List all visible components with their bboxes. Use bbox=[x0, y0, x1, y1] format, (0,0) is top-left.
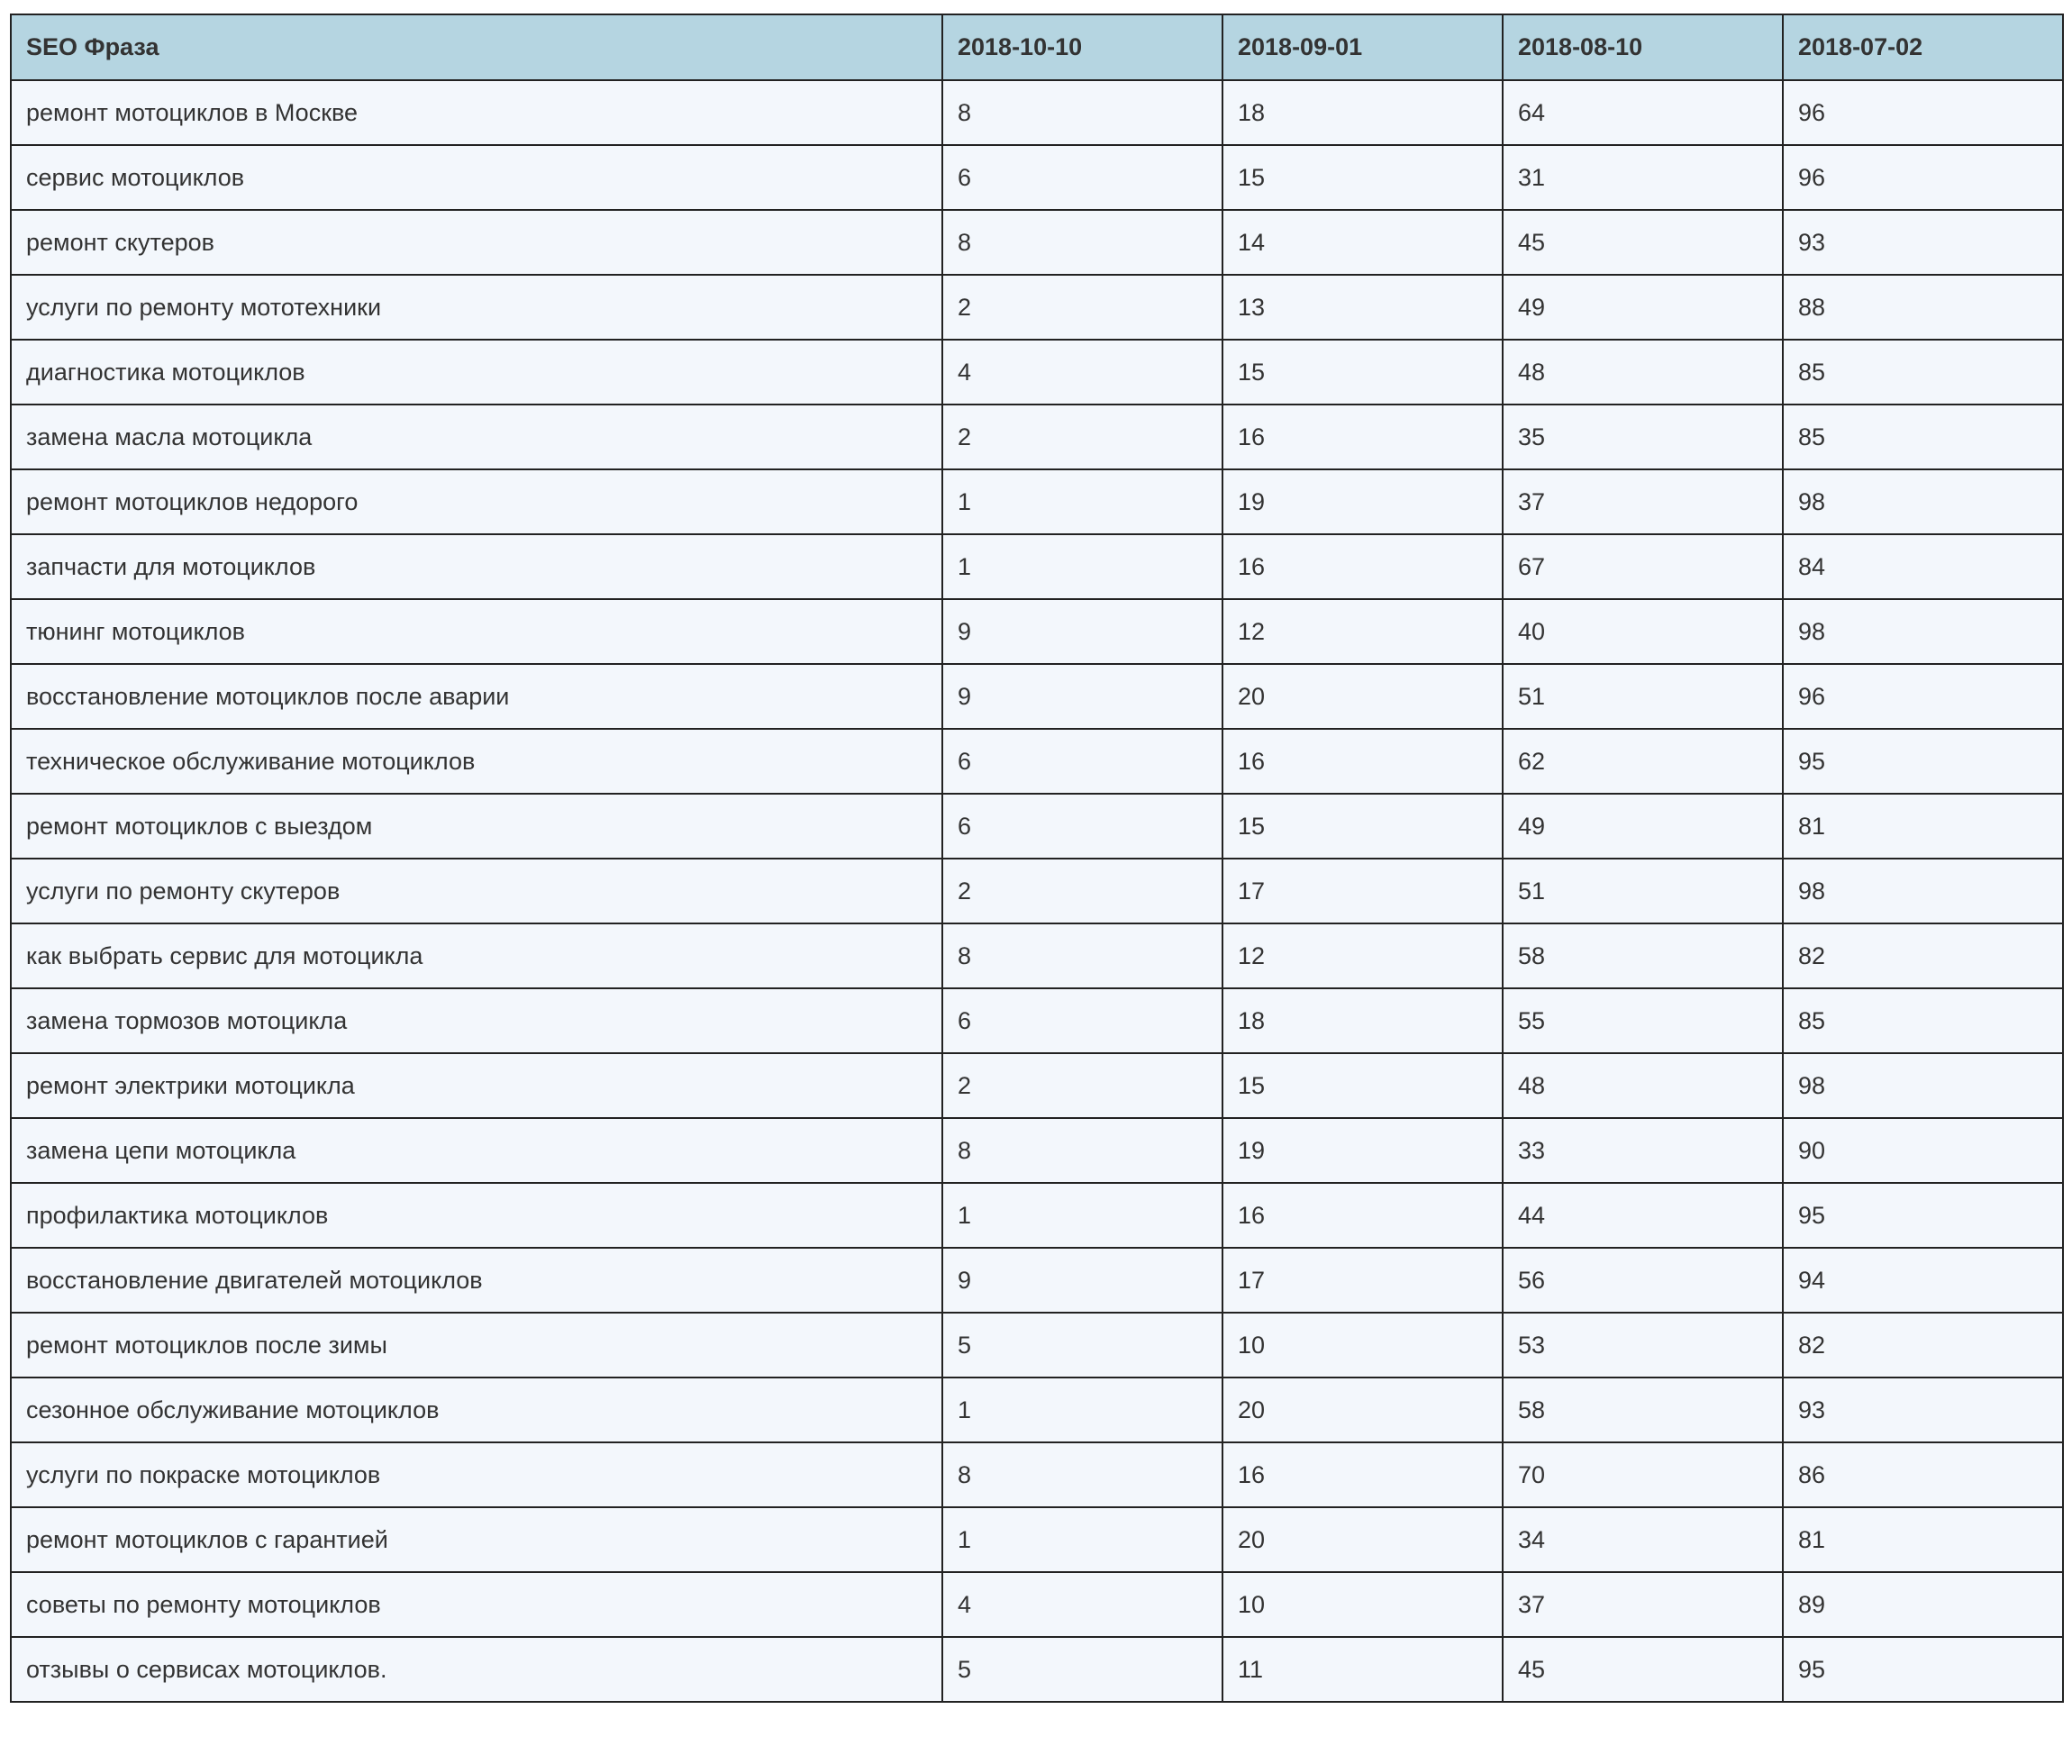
cell-date-4: 93 bbox=[1783, 1378, 2063, 1442]
cell-date-3: 31 bbox=[1503, 145, 1783, 210]
cell-seo-phrase: восстановление двигателей мотоциклов bbox=[11, 1248, 942, 1313]
cell-date-2: 13 bbox=[1222, 275, 1503, 340]
cell-date-4: 95 bbox=[1783, 729, 2063, 794]
cell-date-3: 49 bbox=[1503, 275, 1783, 340]
cell-date-2: 12 bbox=[1222, 599, 1503, 664]
table-row bbox=[11, 1313, 2063, 1378]
cell-date-2: 18 bbox=[1222, 988, 1503, 1053]
cell-seo-phrase: советы по ремонту мотоциклов bbox=[11, 1572, 942, 1637]
cell-date-1: 1 bbox=[942, 1378, 1222, 1442]
cell-date-2: 18 bbox=[1222, 80, 1503, 145]
cell-date-2: 17 bbox=[1222, 859, 1503, 923]
cell-date-3: 64 bbox=[1503, 80, 1783, 145]
header-row bbox=[11, 14, 2063, 80]
cell-date-1: 5 bbox=[942, 1637, 1222, 1702]
header-date-2: 2018-09-01 bbox=[1222, 14, 1503, 80]
cell-date-1: 8 bbox=[942, 1118, 1222, 1183]
table-row bbox=[11, 988, 2063, 1053]
cell-date-2: 20 bbox=[1222, 1378, 1503, 1442]
cell-seo-phrase: услуги по ремонту мототехники bbox=[11, 275, 942, 340]
cell-date-4: 94 bbox=[1783, 1248, 2063, 1313]
cell-date-4: 96 bbox=[1783, 664, 2063, 729]
cell-date-1: 6 bbox=[942, 729, 1222, 794]
cell-date-4: 96 bbox=[1783, 80, 2063, 145]
cell-seo-phrase: техническое обслуживание мотоциклов bbox=[11, 729, 942, 794]
table-row bbox=[11, 1248, 2063, 1313]
cell-date-2: 16 bbox=[1222, 729, 1503, 794]
cell-date-4: 93 bbox=[1783, 210, 2063, 275]
cell-seo-phrase: профилактика мотоциклов bbox=[11, 1183, 942, 1248]
cell-date-3: 51 bbox=[1503, 664, 1783, 729]
cell-seo-phrase: услуги по ремонту скутеров bbox=[11, 859, 942, 923]
cell-date-4: 88 bbox=[1783, 275, 2063, 340]
cell-date-2: 19 bbox=[1222, 1118, 1503, 1183]
cell-date-2: 12 bbox=[1222, 923, 1503, 988]
cell-date-3: 49 bbox=[1503, 794, 1783, 859]
cell-date-4: 85 bbox=[1783, 405, 2063, 469]
cell-seo-phrase: сервис мотоциклов bbox=[11, 145, 942, 210]
seo-table-container bbox=[10, 14, 2064, 1703]
table-row bbox=[11, 599, 2063, 664]
cell-date-2: 15 bbox=[1222, 794, 1503, 859]
cell-date-2: 20 bbox=[1222, 1507, 1503, 1572]
cell-date-3: 48 bbox=[1503, 340, 1783, 405]
table-row bbox=[11, 923, 2063, 988]
cell-date-1: 9 bbox=[942, 599, 1222, 664]
table-row bbox=[11, 1183, 2063, 1248]
table-row bbox=[11, 145, 2063, 210]
cell-seo-phrase: тюнинг мотоциклов bbox=[11, 599, 942, 664]
cell-date-1: 6 bbox=[942, 145, 1222, 210]
cell-seo-phrase: сезонное обслуживание мотоциклов bbox=[11, 1378, 942, 1442]
cell-date-4: 98 bbox=[1783, 469, 2063, 534]
table-row bbox=[11, 534, 2063, 599]
cell-date-4: 89 bbox=[1783, 1572, 2063, 1637]
cell-seo-phrase: ремонт скутеров bbox=[11, 210, 942, 275]
cell-date-1: 2 bbox=[942, 275, 1222, 340]
cell-date-4: 81 bbox=[1783, 1507, 2063, 1572]
cell-date-2: 14 bbox=[1222, 210, 1503, 275]
cell-date-2: 15 bbox=[1222, 145, 1503, 210]
cell-date-1: 2 bbox=[942, 1053, 1222, 1118]
cell-date-3: 45 bbox=[1503, 210, 1783, 275]
cell-date-2: 16 bbox=[1222, 405, 1503, 469]
cell-seo-phrase: запчасти для мотоциклов bbox=[11, 534, 942, 599]
cell-date-1: 8 bbox=[942, 923, 1222, 988]
cell-seo-phrase: ремонт мотоциклов недорого bbox=[11, 469, 942, 534]
cell-date-3: 51 bbox=[1503, 859, 1783, 923]
table-body bbox=[11, 80, 2063, 1702]
cell-date-1: 1 bbox=[942, 1507, 1222, 1572]
cell-date-4: 95 bbox=[1783, 1637, 2063, 1702]
cell-date-3: 35 bbox=[1503, 405, 1783, 469]
cell-date-1: 1 bbox=[942, 469, 1222, 534]
cell-date-1: 9 bbox=[942, 664, 1222, 729]
cell-date-3: 37 bbox=[1503, 1572, 1783, 1637]
cell-date-3: 33 bbox=[1503, 1118, 1783, 1183]
cell-seo-phrase: ремонт мотоциклов с гарантией bbox=[11, 1507, 942, 1572]
table-row bbox=[11, 1378, 2063, 1442]
cell-seo-phrase: восстановление мотоциклов после аварии bbox=[11, 664, 942, 729]
cell-date-3: 40 bbox=[1503, 599, 1783, 664]
table-row bbox=[11, 80, 2063, 145]
cell-seo-phrase: отзывы о сервисах мотоциклов. bbox=[11, 1637, 942, 1702]
cell-seo-phrase: замена масла мотоцикла bbox=[11, 405, 942, 469]
table-row bbox=[11, 405, 2063, 469]
seo-positions-table bbox=[10, 14, 2064, 1703]
cell-date-1: 6 bbox=[942, 794, 1222, 859]
cell-date-3: 58 bbox=[1503, 923, 1783, 988]
cell-date-3: 37 bbox=[1503, 469, 1783, 534]
cell-date-4: 82 bbox=[1783, 1313, 2063, 1378]
cell-date-2: 17 bbox=[1222, 1248, 1503, 1313]
cell-date-3: 62 bbox=[1503, 729, 1783, 794]
table-row bbox=[11, 1572, 2063, 1637]
cell-date-2: 10 bbox=[1222, 1313, 1503, 1378]
cell-seo-phrase: как выбрать сервис для мотоцикла bbox=[11, 923, 942, 988]
table-row bbox=[11, 340, 2063, 405]
cell-date-1: 4 bbox=[942, 340, 1222, 405]
cell-date-2: 19 bbox=[1222, 469, 1503, 534]
header-date-3: 2018-08-10 bbox=[1503, 14, 1783, 80]
cell-date-1: 2 bbox=[942, 405, 1222, 469]
cell-date-2: 10 bbox=[1222, 1572, 1503, 1637]
cell-date-2: 20 bbox=[1222, 664, 1503, 729]
table-row bbox=[11, 1053, 2063, 1118]
cell-date-3: 56 bbox=[1503, 1248, 1783, 1313]
cell-date-3: 53 bbox=[1503, 1313, 1783, 1378]
table-header bbox=[11, 14, 2063, 80]
cell-seo-phrase: замена цепи мотоцикла bbox=[11, 1118, 942, 1183]
cell-date-4: 81 bbox=[1783, 794, 2063, 859]
cell-date-4: 82 bbox=[1783, 923, 2063, 988]
cell-date-1: 8 bbox=[942, 1442, 1222, 1507]
header-seo-phrase: SEO Фраза bbox=[11, 14, 942, 80]
cell-date-2: 11 bbox=[1222, 1637, 1503, 1702]
cell-date-1: 1 bbox=[942, 1183, 1222, 1248]
table-row bbox=[11, 794, 2063, 859]
cell-date-3: 58 bbox=[1503, 1378, 1783, 1442]
cell-date-4: 85 bbox=[1783, 988, 2063, 1053]
cell-date-3: 67 bbox=[1503, 534, 1783, 599]
cell-date-4: 96 bbox=[1783, 145, 2063, 210]
cell-date-2: 15 bbox=[1222, 340, 1503, 405]
cell-date-3: 70 bbox=[1503, 1442, 1783, 1507]
cell-date-4: 98 bbox=[1783, 599, 2063, 664]
cell-seo-phrase: ремонт электрики мотоцикла bbox=[11, 1053, 942, 1118]
cell-date-4: 90 bbox=[1783, 1118, 2063, 1183]
table-row bbox=[11, 664, 2063, 729]
cell-date-4: 86 bbox=[1783, 1442, 2063, 1507]
cell-seo-phrase: замена тормозов мотоцикла bbox=[11, 988, 942, 1053]
cell-date-2: 15 bbox=[1222, 1053, 1503, 1118]
cell-date-1: 8 bbox=[942, 210, 1222, 275]
table-row bbox=[11, 1507, 2063, 1572]
cell-date-1: 4 bbox=[942, 1572, 1222, 1637]
cell-date-3: 48 bbox=[1503, 1053, 1783, 1118]
table-row bbox=[11, 729, 2063, 794]
cell-date-1: 2 bbox=[942, 859, 1222, 923]
cell-seo-phrase: услуги по покраске мотоциклов bbox=[11, 1442, 942, 1507]
header-date-1: 2018-10-10 bbox=[942, 14, 1222, 80]
cell-date-4: 98 bbox=[1783, 1053, 2063, 1118]
cell-date-1: 1 bbox=[942, 534, 1222, 599]
cell-date-3: 45 bbox=[1503, 1637, 1783, 1702]
cell-seo-phrase: диагностика мотоциклов bbox=[11, 340, 942, 405]
cell-date-2: 16 bbox=[1222, 1183, 1503, 1248]
cell-date-4: 85 bbox=[1783, 340, 2063, 405]
cell-date-1: 6 bbox=[942, 988, 1222, 1053]
cell-date-3: 44 bbox=[1503, 1183, 1783, 1248]
cell-seo-phrase: ремонт мотоциклов с выездом bbox=[11, 794, 942, 859]
cell-date-2: 16 bbox=[1222, 1442, 1503, 1507]
cell-date-3: 55 bbox=[1503, 988, 1783, 1053]
cell-date-4: 84 bbox=[1783, 534, 2063, 599]
table-row bbox=[11, 859, 2063, 923]
cell-date-4: 98 bbox=[1783, 859, 2063, 923]
table-row bbox=[11, 1118, 2063, 1183]
cell-seo-phrase: ремонт мотоциклов в Москве bbox=[11, 80, 942, 145]
table-row bbox=[11, 210, 2063, 275]
cell-date-4: 95 bbox=[1783, 1183, 2063, 1248]
table-row bbox=[11, 1637, 2063, 1702]
cell-date-3: 34 bbox=[1503, 1507, 1783, 1572]
cell-date-1: 9 bbox=[942, 1248, 1222, 1313]
cell-date-1: 8 bbox=[942, 80, 1222, 145]
table-row bbox=[11, 469, 2063, 534]
header-date-4: 2018-07-02 bbox=[1783, 14, 2063, 80]
table-row bbox=[11, 1442, 2063, 1507]
cell-date-1: 5 bbox=[942, 1313, 1222, 1378]
table-row bbox=[11, 275, 2063, 340]
cell-date-2: 16 bbox=[1222, 534, 1503, 599]
cell-seo-phrase: ремонт мотоциклов после зимы bbox=[11, 1313, 942, 1378]
